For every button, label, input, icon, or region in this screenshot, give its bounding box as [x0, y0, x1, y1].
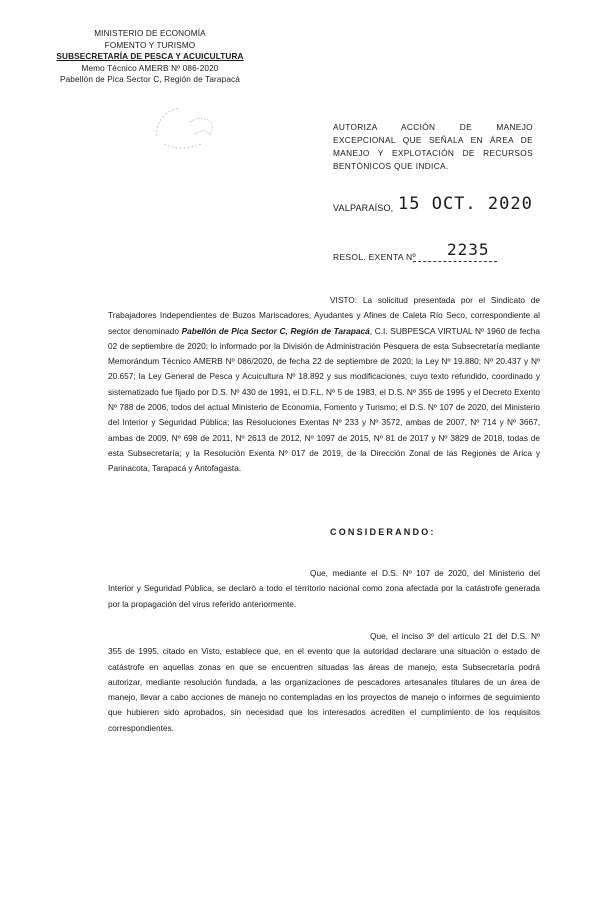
considerando-heading: CONSIDERANDO:	[330, 527, 436, 537]
resolution-subject: AUTORIZA ACCIÓN DE MANEJO EXCEPCIONAL QUE SEÑALA EN ÁREA DE MANEJO Y EXPLOTACIÓN DE RECURSOS BENTÓNICOS QUE INDICA.	[333, 122, 533, 171]
considerando-2-text: Que, el inciso 3º del artículo 21 del D.S. Nº 355 de 1995, citado en Visto, establece que, en el evento que la autoridad declarare una situación o estado de catástrofe en aquellas zonas en que se encuentren situadas las áreas de manejo, esta Subsecretaría podrá autorizar, mediante resolución fundada, a las organizaciones de pescadores artesanales titulares de un área de manejo, llevar a cabo acciones de manejo no contempladas en los proyectos de manejo o informes de seguimiento que hubieren sido aprobados, sin necesidad que los interesados acrediten el cumplimiento de los requisitos correspondientes.	[108, 631, 540, 733]
visto-text-a: La solicitud presentada por el Sindicato de Trabajadores Independientes de Buzos Mariscadores, Ayudantes y Afines de Caleta Río Seco, correspondiente al sector denominado	[108, 295, 540, 336]
considerando-paragraph-2	[108, 629, 540, 736]
considerando-1-text: Que, mediante el D.S. Nº 107 de 2020, del Ministerio del Interior y Seguridad Pública, se declaró a todo el territorio nacional como zona afectada por la catástrofe generada por la propagación del virus referido anteriormente.	[108, 568, 540, 609]
date-stamp: 15 OCT. 2020	[398, 194, 533, 214]
visto-paragraph	[108, 293, 540, 477]
resolution-number-line	[413, 261, 497, 262]
sector-reference: Pabellón de Pica Sector C, Región de Tarapacá	[59, 75, 240, 84]
letterhead	[50, 28, 250, 86]
visto-sector-name: Pabellón de Pica Sector C, Región de Tarapacá	[181, 325, 370, 336]
ministry-area: FOMENTO Y TURISMO	[104, 40, 196, 50]
memo-reference: Memo Técnico AMERB Nº 086-2020	[81, 63, 219, 73]
official-stamp	[150, 100, 236, 156]
resolution-number: 2235	[447, 240, 490, 259]
visto-text-b: , C.I. SUBPESCA VIRTUAL Nº 1960 de fecha 02 de septiembre de 2020; lo informado por la División de Administración Pesquera de esta Subsecretaría mediante Memorándum Técnico AMERB Nº 086/2020, de fecha 22 de septiembre de 2020; la Ley Nº 19.880; Nº 20.437 y Nº 20.657; la Ley General de Pesca y Acuicultura Nº 18.892 y sus modificaciones, cuyo texto refundido, coordinado y sistematizado fue fijado por D.S. Nº 430 de 1991, el D.F.L. Nº 5 de 1983, el D.S. Nº 355 de 1995 y el Decreto Exento Nº 788 de 2006, todos del actual Ministerio de Economía, Fomento y Turismo; el D.S. Nº 107 de 2020, del Ministerio del Interior y Seguridad Pública; las Resoluciones Exentas Nº 233 y Nº 3572, ambas de 2007, Nº 714 y Nº 3667, ambas de 2009, Nº 698 de 2011, Nº 2613 de 2012, Nº 1097 de 2015, Nº 81 de 2017 y Nº 3829 de 2018, todas de esta Subsecretaría; y la Resolución Exenta Nº 017 de 2019, de la Dirección Zonal de las Regiones de Arica y Parinacota, Tarapacá y Antofagasta.	[108, 325, 540, 474]
place-label: VALPARAÍSO,	[333, 203, 394, 213]
resolution-label: RESOL. EXENTA Nº	[333, 252, 416, 262]
considerando-paragraph-1	[108, 566, 540, 612]
ministry-name: MINISTERIO DE ECONOMÍA	[94, 29, 206, 38]
undersecretariat-name: SUBSECRETARÍA DE PESCA Y ACUICULTURA	[56, 52, 244, 61]
visto-label: VISTO:	[330, 295, 358, 305]
